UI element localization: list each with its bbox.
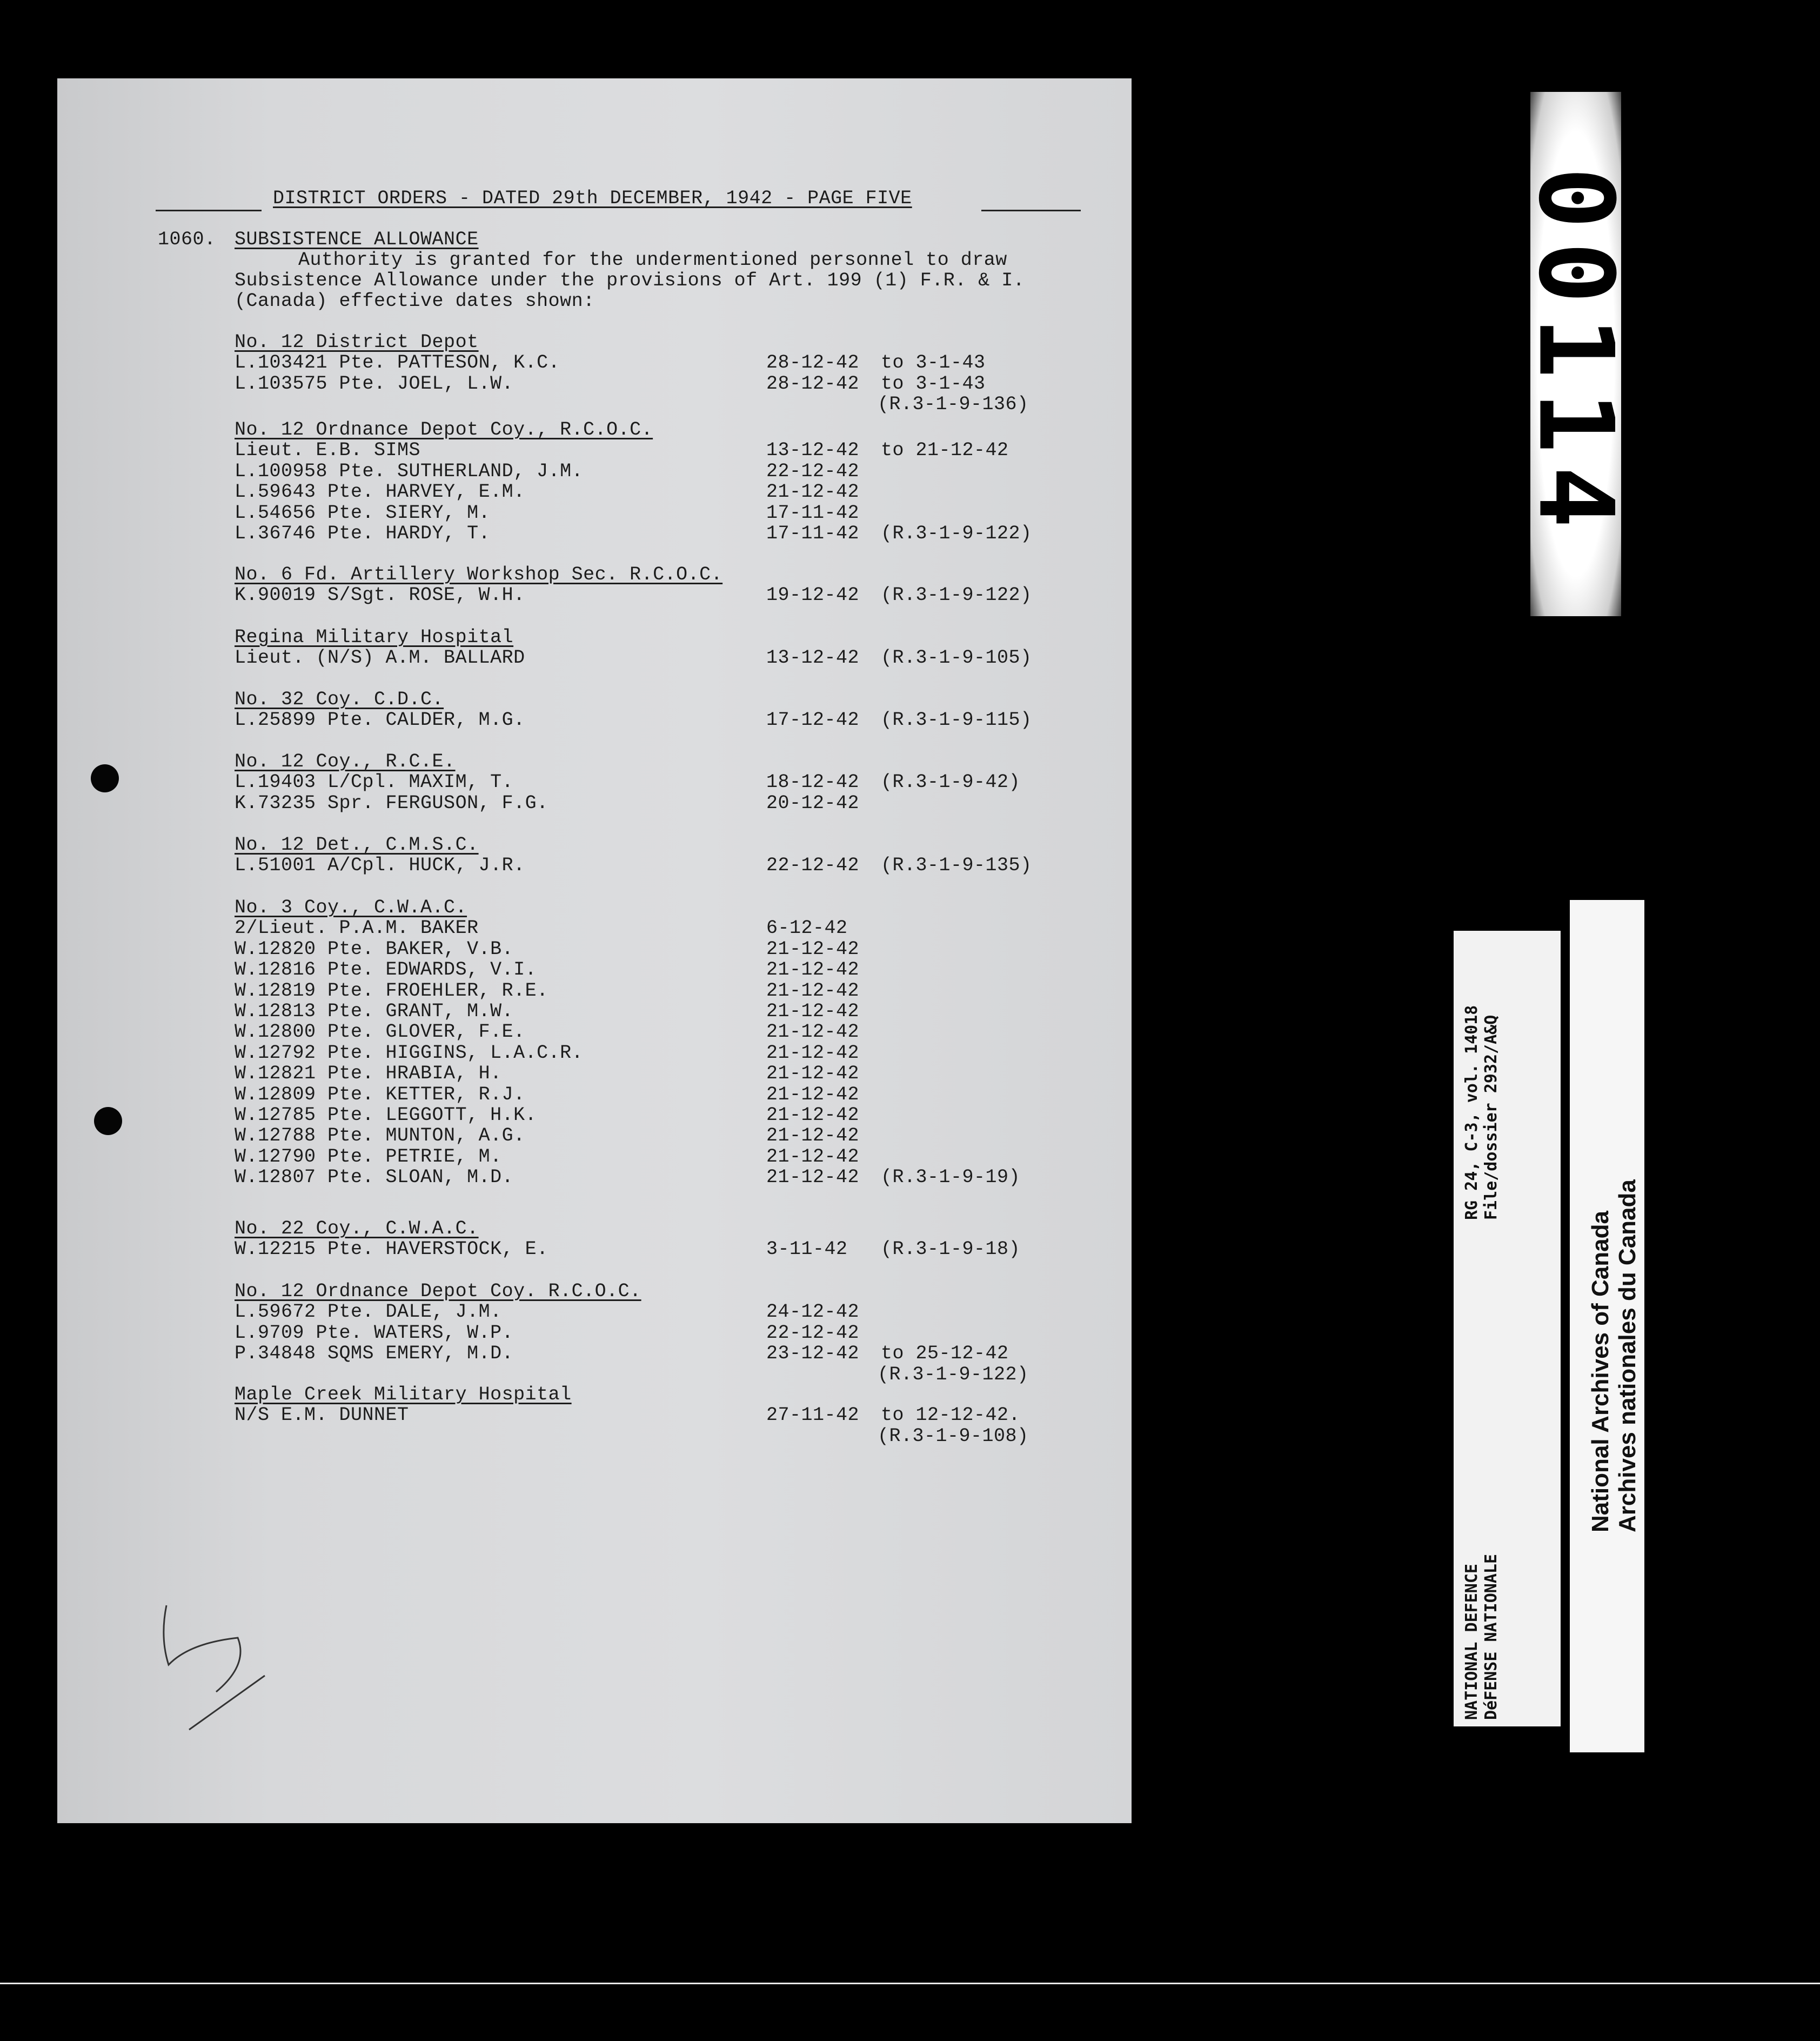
department-en: NATIONAL DEFENCE — [1462, 1564, 1481, 1720]
effective-date: 21-12-42 — [766, 1083, 860, 1105]
end-date: to 21-12-42 — [881, 439, 1009, 462]
archives-name-fr: Archives nationales du Canada — [1614, 1179, 1641, 1532]
reference-number: (R.3-1-9-115) — [881, 709, 1032, 731]
effective-date: 24-12-42 — [766, 1301, 860, 1323]
personnel-name: W.12792 Pte. HIGGINS, L.A.C.R. — [235, 1042, 584, 1064]
effective-date: 17-11-42 — [766, 523, 860, 544]
reference-number: (R.3-1-9-122) — [881, 584, 1032, 606]
effective-date: 18-12-42 — [766, 771, 860, 793]
end-date: to 3-1-43 — [881, 372, 986, 395]
effective-date: 21-12-42 — [766, 1125, 860, 1147]
effective-date: 23-12-42 — [766, 1343, 860, 1365]
reference-number: (R.3-1-9-42) — [881, 771, 1021, 793]
personnel-name: 2/Lieut. P.A.M. BAKER — [235, 917, 479, 939]
personnel-name: L.54656 Pte. SIERY, M. — [235, 502, 491, 524]
intro-line: Authority is granted for the undermentioned personnel to draw — [298, 249, 1007, 271]
personnel-name: L.59672 Pte. DALE, J.M. — [235, 1301, 502, 1323]
end-date: to 12-12-42. — [881, 1404, 1021, 1426]
personnel-name: Lieut. (N/S) A.M. BALLARD — [235, 647, 525, 669]
frame-number-stamp — [1516, 92, 1636, 616]
personnel-name: L.59643 Pte. HARVEY, E.M. — [235, 481, 525, 503]
pencil-mark — [157, 1600, 297, 1740]
personnel-name: W.12788 Pte. MUNTON, A.G. — [235, 1125, 525, 1147]
personnel-name: W.12215 Pte. HAVERSTOCK, E. — [235, 1238, 548, 1260]
order-title: SUBSISTENCE ALLOWANCE — [235, 229, 479, 250]
reference-number: (R.3-1-9-19) — [881, 1166, 1021, 1189]
personnel-name: W.12820 Pte. BAKER, V.B. — [235, 938, 514, 960]
end-date: to 3-1-43 — [881, 352, 986, 374]
reference-number: (R.3-1-9-135) — [881, 855, 1032, 877]
end-date: to 25-12-42 — [881, 1343, 1009, 1365]
archives-name-en: National Archives of Canada — [1587, 1211, 1614, 1532]
section-heading: Maple Creek Military Hospital — [235, 1384, 572, 1405]
effective-date: 22-12-42 — [766, 460, 860, 482]
effective-date: 21-12-42 — [766, 959, 860, 981]
personnel-name: K.73235 Spr. FERGUSON, F.G. — [235, 792, 548, 814]
personnel-name: L.19403 L/Cpl. MAXIM, T. — [235, 771, 514, 793]
effective-date: 22-12-42 — [766, 855, 860, 877]
reference-number: (R.3-1-9-122) — [881, 523, 1032, 544]
personnel-name: L.103421 Pte. PATTESON, K.C. — [235, 352, 560, 374]
personnel-name: L.25899 Pte. CALDER, M.G. — [235, 709, 525, 731]
personnel-name: W.12807 Pte. SLOAN, M.D. — [235, 1166, 514, 1189]
section-heading: No. 12 Ordnance Depot Coy. R.C.O.C. — [235, 1280, 641, 1302]
punch-hole — [91, 764, 119, 792]
reference-line-2: File/dossier 2932/A&Q — [1482, 1015, 1501, 1220]
effective-date: 21-12-42 — [766, 1021, 860, 1043]
personnel-name: Lieut. E.B. SIMS — [235, 439, 421, 462]
personnel-name: P.34848 SQMS EMERY, M.D. — [235, 1343, 514, 1365]
effective-date: 21-12-42 — [766, 1104, 860, 1126]
personnel-name: W.12821 Pte. HRABIA, H. — [235, 1063, 502, 1085]
effective-date: 13-12-42 — [766, 439, 860, 462]
personnel-name: K.90019 S/Sgt. ROSE, W.H. — [235, 584, 525, 606]
effective-date: 21-12-42 — [766, 1042, 860, 1064]
reference-label — [1454, 931, 1561, 1726]
archives-label — [1570, 900, 1644, 1752]
section-heading: Regina Military Hospital — [235, 626, 514, 648]
personnel-name: N/S E.M. DUNNET — [235, 1404, 409, 1426]
reference-number: (R.3-1-9-105) — [881, 647, 1032, 669]
section-heading: No. 12 Coy., R.C.E. — [235, 751, 456, 772]
effective-date: 21-12-42 — [766, 938, 860, 960]
personnel-name: L.36746 Pte. HARDY, T. — [235, 523, 491, 544]
personnel-name: W.12816 Pte. EDWARDS, V.I. — [235, 959, 537, 981]
effective-date: 21-12-42 — [766, 1001, 860, 1022]
order-number: 1060. — [158, 229, 216, 250]
personnel-name: W.12790 Pte. PETRIE, M. — [235, 1145, 502, 1168]
page-header: DISTRICT ORDERS - DATED 29th DECEMBER, 1942 - PAGE FIVE — [273, 188, 912, 209]
personnel-name: L.9709 Pte. WATERS, W.P. — [235, 1322, 514, 1344]
section-heading: No. 12 Det., C.M.S.C. — [235, 834, 479, 856]
document-page — [57, 78, 1132, 1823]
intro-line: (Canada) effective dates shown: — [235, 290, 595, 312]
personnel-name: W.12819 Pte. FROEHLER, R.E. — [235, 979, 548, 1002]
department-fr: DéFENSE NATIONALE — [1482, 1553, 1501, 1720]
section-heading: No. 3 Coy., C.W.A.C. — [235, 897, 467, 918]
personnel-name: L.51001 A/Cpl. HUCK, J.R. — [235, 855, 525, 877]
section-heading: No. 12 District Depot — [235, 331, 479, 353]
effective-date: 21-12-42 — [766, 1145, 860, 1168]
reference-number: (R.3-1-9-18) — [881, 1238, 1021, 1260]
effective-date: 17-11-42 — [766, 502, 860, 524]
effective-date: 21-12-42 — [766, 979, 860, 1002]
reference-number: (R.3-1-9-108) — [878, 1425, 1029, 1447]
punch-hole — [94, 1107, 122, 1135]
effective-date: 6-12-42 — [766, 917, 848, 939]
personnel-name: L.100958 Pte. SUTHERLAND, J.M. — [235, 460, 584, 482]
intro-line: Subsistence Allowance under the provisions of Art. 199 (1) F.R. & I. — [235, 270, 1025, 291]
effective-date: 21-12-42 — [766, 1063, 860, 1085]
effective-date: 22-12-42 — [766, 1322, 860, 1344]
effective-date: 3-11-42 — [766, 1238, 848, 1260]
header-dash-right — [981, 210, 1081, 211]
effective-date: 20-12-42 — [766, 792, 860, 814]
personnel-name: W.12800 Pte. GLOVER, F.E. — [235, 1021, 525, 1043]
personnel-name: W.12809 Pte. KETTER, R.J. — [235, 1083, 525, 1105]
effective-date: 28-12-42 — [766, 352, 860, 374]
effective-date: 17-12-42 — [766, 709, 860, 731]
section-heading: No. 6 Fd. Artillery Workshop Sec. R.C.O.C. — [235, 564, 723, 585]
personnel-name: W.12813 Pte. GRANT, M.W. — [235, 1001, 514, 1022]
reference-number: (R.3-1-9-122) — [878, 1363, 1029, 1385]
effective-date: 19-12-42 — [766, 584, 860, 606]
effective-date: 13-12-42 — [766, 647, 860, 669]
reference-line-1: RG 24, C-3, vol. 14018 — [1462, 1005, 1481, 1220]
effective-date: 21-12-42 — [766, 481, 860, 503]
effective-date: 28-12-42 — [766, 372, 860, 395]
effective-date: 21-12-42 — [766, 1166, 860, 1189]
personnel-name: L.103575 Pte. JOEL, L.W. — [235, 372, 514, 395]
frame-number: 00114 — [1516, 167, 1636, 541]
scan-edge-line — [0, 1983, 1820, 1984]
header-dash-left — [156, 210, 262, 211]
section-heading: No. 32 Coy. C.D.C. — [235, 689, 444, 710]
personnel-name: W.12785 Pte. LEGGOTT, H.K. — [235, 1104, 537, 1126]
section-heading: No. 22 Coy., C.W.A.C. — [235, 1218, 479, 1239]
reference-number: (R.3-1-9-136) — [878, 393, 1029, 416]
section-heading: No. 12 Ordnance Depot Coy., R.C.O.C. — [235, 419, 653, 441]
effective-date: 27-11-42 — [766, 1404, 860, 1426]
